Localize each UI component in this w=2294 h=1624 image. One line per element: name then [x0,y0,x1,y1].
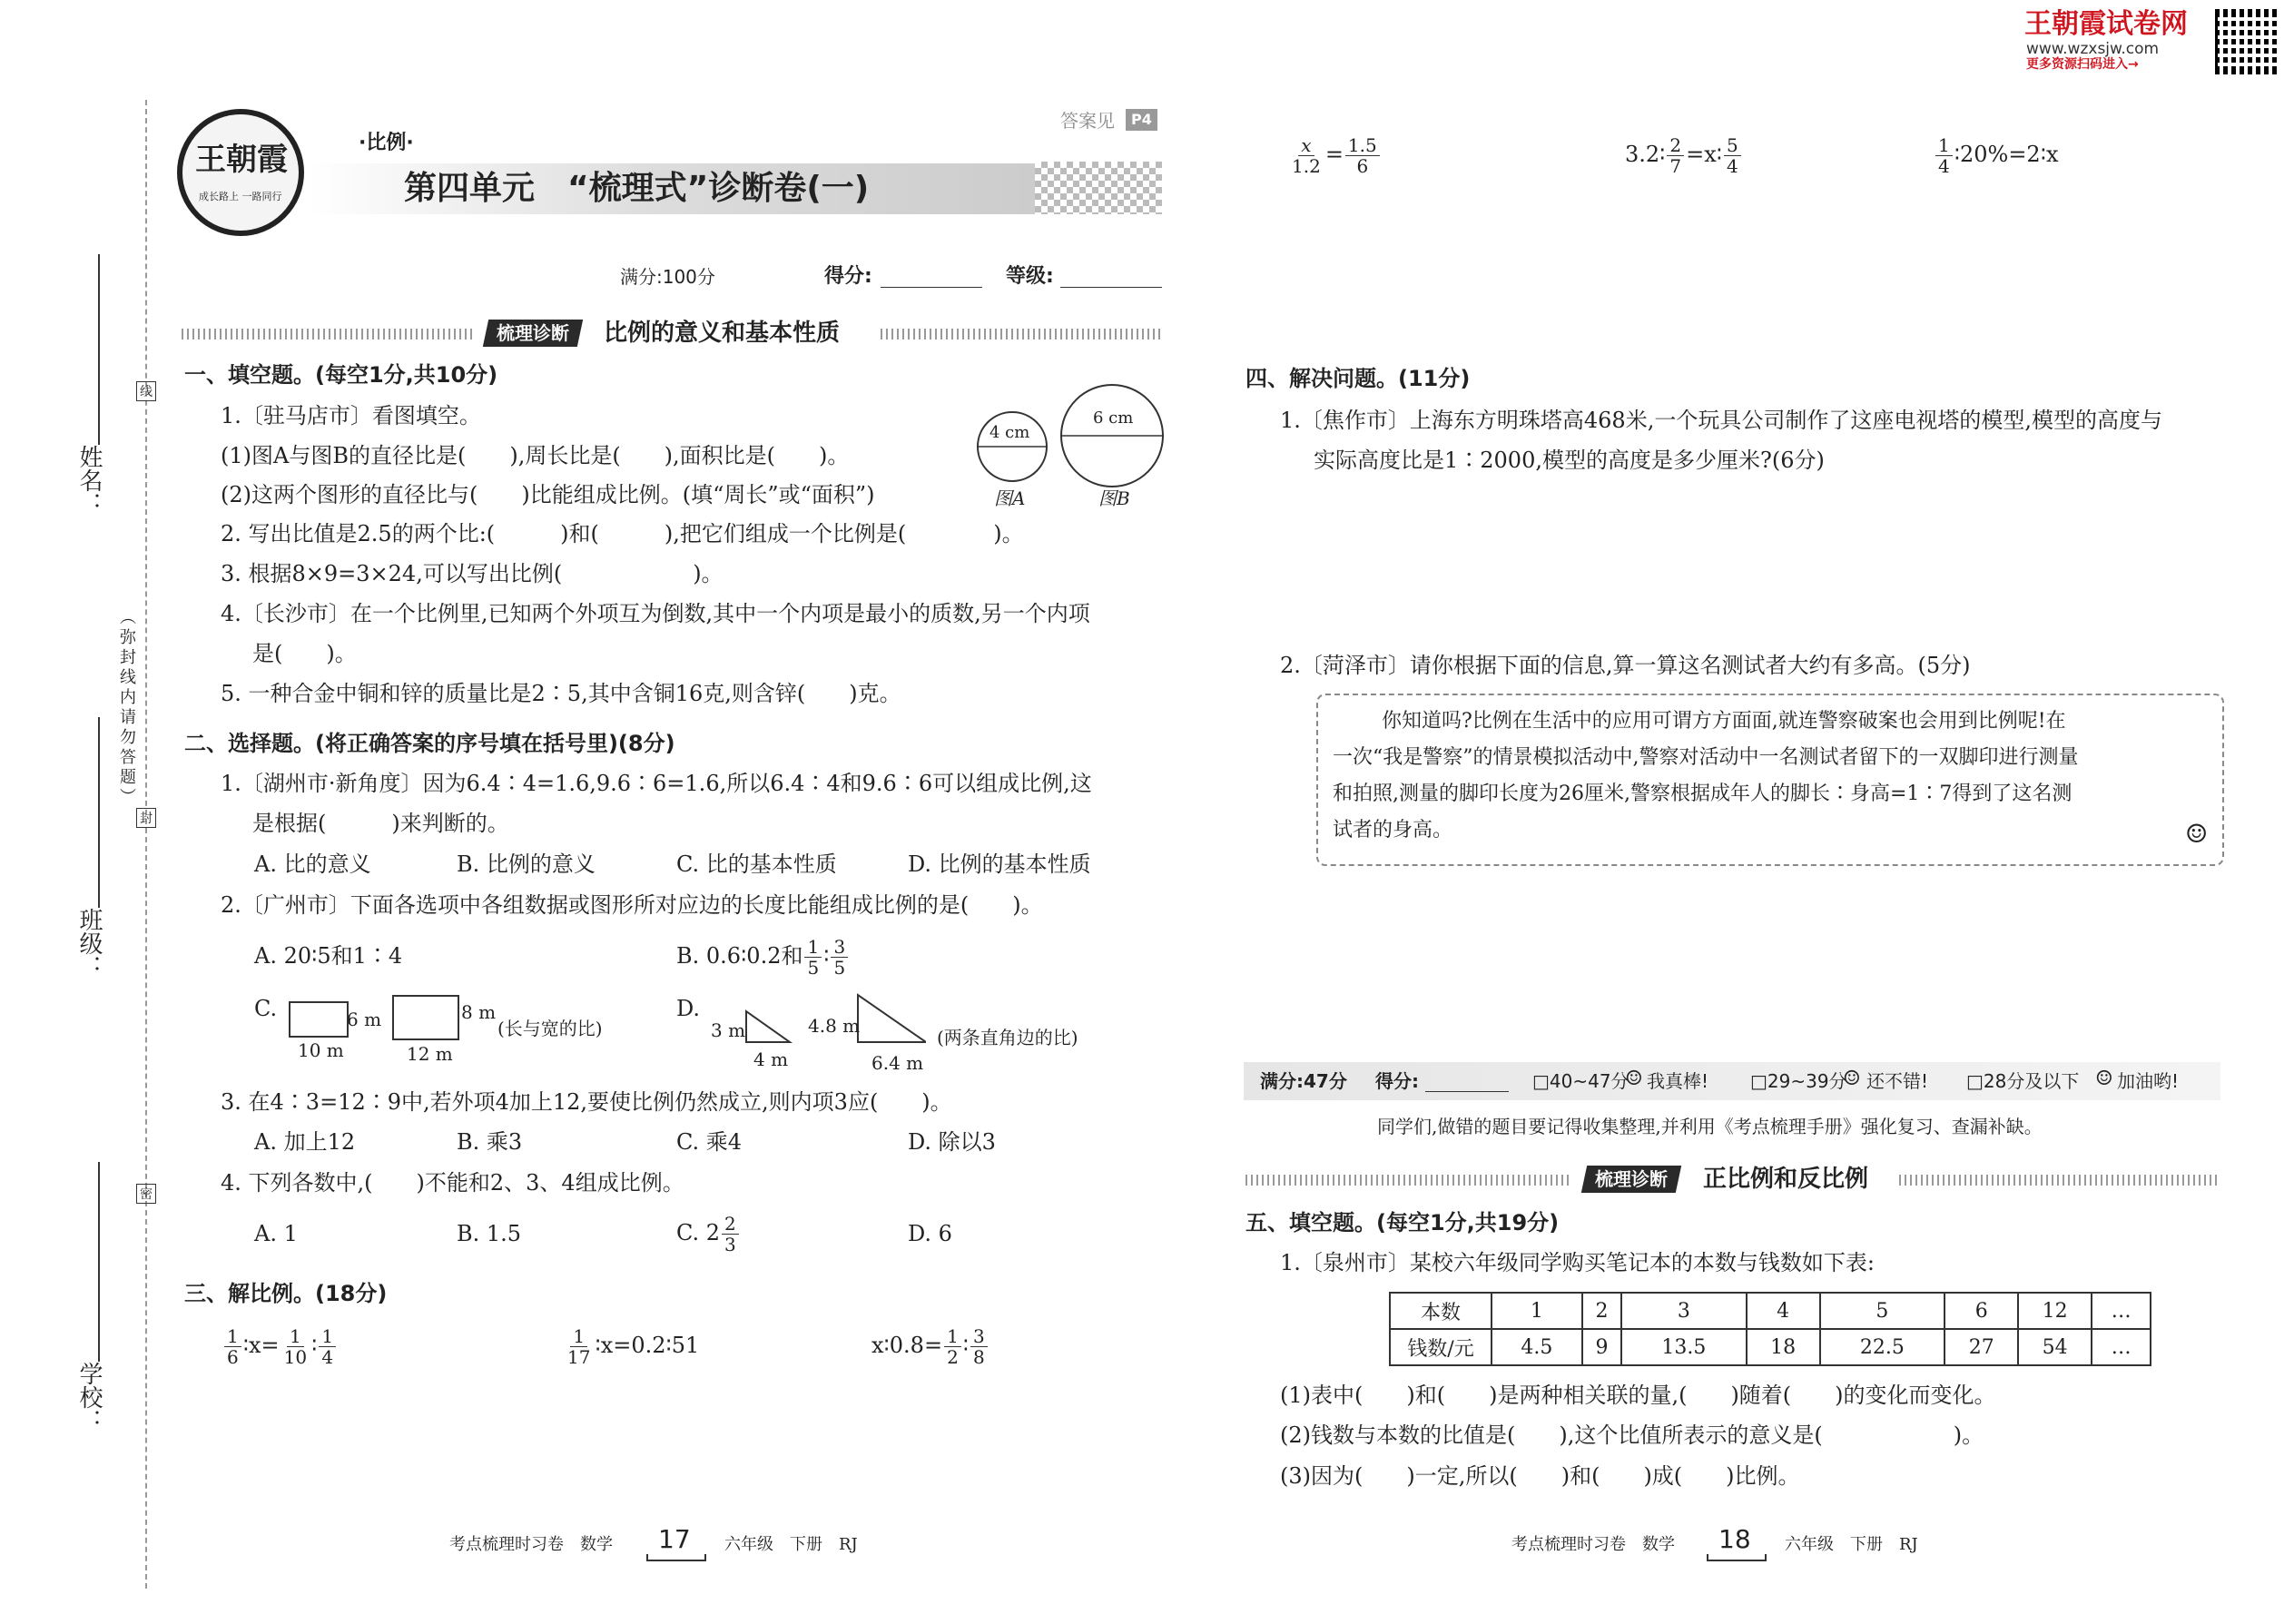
rect-1 [289,1001,349,1038]
table-cell: 1 [1492,1293,1582,1329]
q2-3-opt-a[interactable]: A. 加上12 [254,1129,356,1155]
info-line-4: 试者的身高。 [1333,819,1453,842]
q2-1-opt-c[interactable]: C. 比的基本性质 [676,851,837,877]
table-cell: 6 [1944,1293,2018,1329]
seal-mark-dense: 密 [136,1184,156,1204]
q2-3-opt-c[interactable]: C. 乘4 [676,1129,743,1155]
info-line-1: 你知道吗?比例在生活中的应用可谓方方面面,就连警察破案也会用到比例呢!在 [1382,710,2066,733]
logo-text: 王朝霞 [195,142,288,178]
q2-1b: 是根据( )来判断的。 [252,811,509,836]
table-cell: 本数 [1390,1293,1492,1329]
section2-ticks-left [1245,1175,1572,1186]
score-label: 得分: [824,265,872,288]
q2-4: 4. 下列各数中,( )不能和2、3、4组成比例。 [221,1170,684,1196]
section-banner-1: 梳理诊断 [483,320,583,347]
table-cell: 54 [2018,1329,2092,1365]
table-cell: 12 [2018,1293,2092,1329]
q1-5: 5. 一种合金中铜和锌的质量比是2∶5,其中含铜16克,则含锌( )克。 [221,681,901,706]
tri-note: (两条直角边的比) [937,1027,1078,1048]
eq-1: $\frac{1}{6}$ ∶x= $\frac{1}{10}$ ∶ $\frac{1}{4}$ [222,1318,338,1373]
seal-note: （弥封线内请勿答题） [117,608,136,808]
seal-mark-line: 线 [136,381,156,401]
rect-2 [392,995,459,1040]
brand-url[interactable]: www.wzxsjw.com [2026,40,2160,58]
bar-range-3[interactable]: □28分及以下 [1966,1070,2080,1092]
logo-motto: 成长路上 一路同行 [199,191,282,202]
q4-2: 2.〔菏泽市〕请你根据下面的信息,算一算这名测试者大约有多高。(5分) [1280,653,1971,678]
eq-6: $\frac{1}{4}$ ∶20%=2∶x [1934,127,2058,182]
table-row [1390,1329,2151,1365]
footer-left-grade: 六年级 下册 RJ [724,1535,858,1554]
bar-praise-3: 加油哟! [2117,1070,2180,1092]
school-field-line[interactable] [98,1162,100,1362]
q1-4b: 是( )。 [252,641,357,666]
q5-heading: 五、填空题。(每空1分,共19分) [1245,1210,1560,1235]
q3-heading: 三、解比例。(18分) [184,1281,388,1306]
seal-line [145,100,147,1589]
q1-1a: (1)图A与图B的直径比是( ),周长比是( ),面积比是( )。 [221,443,850,468]
info-box [1316,694,2224,866]
section-banner-2: 梳理诊断 [1581,1166,1681,1193]
name-label: 姓名： [75,445,103,516]
answer-ref: 答案见 [1060,110,1115,132]
rect-2-w: 12 m [407,1043,453,1065]
eq-3: x∶0.8= $\frac{1}{2}$ ∶ $\frac{3}{8}$ [871,1318,989,1373]
grade-field[interactable] [1060,287,1162,288]
q1-heading: 一、填空题。(每空1分,共10分) [184,362,498,388]
fig-b-caption: 图B [1098,487,1130,509]
q1-3: 3. 根据8×9=3×24,可以写出比例( )。 [221,561,724,586]
footer-right-bracket [1707,1554,1767,1561]
table-cell: … [2092,1329,2151,1365]
school-label: 学校： [75,1362,103,1432]
q2-1: 1.〔湖州市·新角度〕因为6.4∶4=1.6,9.6∶6=1.6,所以6.4∶4和9.6∶6可以组成比例,这 [221,771,1092,796]
name-field-line[interactable] [98,254,100,445]
section-ticks-right [881,329,1162,340]
q2-2-opt-d[interactable]: D. [676,996,701,1021]
grade-label: 等级: [1006,265,1054,288]
q5-1c: (3)因为( )一定,所以( )和( )成( )比例。 [1280,1463,1800,1489]
data-table [1389,1292,2151,1366]
rect-1-w: 10 m [298,1039,344,1061]
rect-note: (长与宽的比) [497,1018,603,1039]
footer-left-bracket [646,1554,706,1561]
footer-left-text: 考点梳理时习卷 数学 [449,1535,613,1554]
score-field[interactable] [881,287,982,288]
rect-1-h: 6 m [347,1009,382,1030]
circle-b-label: 6 cm [1093,408,1134,428]
logo-badge [177,109,304,236]
section2-ticks-right [1899,1175,2220,1186]
bar-smile-icon-3: ☺ [2095,1068,2113,1090]
q1-2: 2. 写出比值是2.5的两个比:( )和( ),把它们组成一个比例是( )。 [221,521,1024,546]
tri-1-w: 4 m [753,1048,789,1070]
table-row [1390,1293,2151,1329]
tri-2-w: 6.4 m [871,1052,924,1074]
table-cell: 18 [1747,1329,1820,1365]
fig-a-caption: 图A [994,487,1026,509]
q2-4-opt-c[interactable]: C. 2 $\frac{2}{3}$ [676,1207,741,1258]
page-title: 第四单元 “梳理式”诊断卷(一) [404,170,870,207]
q2-1-opt-b[interactable]: B. 比例的意义 [457,851,596,877]
brand-tagline: 更多资源扫码进入→ [2026,57,2139,72]
bar-range-1[interactable]: □40~47分 [1532,1070,1629,1092]
section-title-1: 比例的意义和基本性质 [604,320,841,347]
q2-2-opt-c[interactable]: C. [254,996,278,1021]
info-mascot-icon: ☺ [2185,819,2209,849]
tri-2-h: 4.8 m [808,1015,861,1037]
info-line-2: 一次“我是警察”的情景模拟活动中,警察对活动中一名测试者留下的一双脚印进行测量 [1333,746,2079,769]
q2-4-opt-b[interactable]: B. 1.5 [457,1221,522,1246]
q1-4: 4.〔长沙市〕在一个比例里,已知两个外项互为倒数,其中一个内项是最小的质数,另一个内项 [221,601,1090,626]
score-full: 满分:100分 [620,266,715,288]
bar-smile-icon-2: ☺ [1843,1068,1861,1090]
seal-mark-seal: 封 [136,808,156,828]
table-cell: 9 [1582,1329,1621,1365]
table-cell: 3 [1621,1293,1747,1329]
table-cell: 钱数/元 [1390,1329,1492,1365]
bar-praise-2: 还不错! [1866,1070,1929,1092]
q4-1: 1.〔焦作市〕上海东方明珠塔高468米,一个玩具公司制作了这座电视塔的模型,模型的高度与 [1280,408,2162,433]
section-title-2: 正比例和反比例 [1703,1166,1869,1193]
table-cell: 13.5 [1621,1329,1747,1365]
q4-1b: 实际高度比是1∶2000,模型的高度是多少厘米?(6分) [1314,448,1825,473]
q1-1b: (2)这两个图形的直径比与( )比能组成比例。(填“周长”或“面积”) [221,482,875,507]
q2-3-opt-b[interactable]: B. 乘3 [457,1129,523,1155]
table-cell: 4.5 [1492,1329,1582,1365]
subject-tag: ·比例· [359,132,414,154]
info-line-3: 和拍照,测量的脚印长度为26厘米,警察根据成年人的脚长∶身高=1∶7得到了这名测 [1333,782,2072,805]
triangle-1 [746,1011,790,1042]
bar-range-2[interactable]: □29~39分 [1750,1070,1847,1092]
q2-4-opt-d[interactable]: D. 6 [908,1221,952,1246]
footer-right-page: 18 [1718,1524,1751,1554]
q2-1-opt-d[interactable]: D. 比例的基本性质 [908,851,1091,877]
footer-left-page: 17 [658,1524,691,1554]
triangle-2 [858,995,926,1042]
q5-1b: (2)钱数与本数的比值是( ),这个比值所表示的意义是( )。 [1280,1422,1984,1448]
eq-4: $\frac{x}{1.2}$ = $\frac{1.5}{6}$ [1287,127,1382,182]
class-field-line[interactable] [98,717,100,908]
tri-1-h: 3 m [711,1019,746,1041]
q5-1a: (1)表中( )和( )是两种相关联的量,( )随着( )的变化而变化。 [1280,1383,1996,1408]
table-cell: 27 [1944,1329,2018,1365]
section-ticks-left [182,329,472,340]
q2-3-opt-d[interactable]: D. 除以3 [908,1129,996,1155]
eq-5: 3.2∶ $\frac{2}{7}$ =x∶ $\frac{5}{4}$ [1625,127,1743,182]
q5-1: 1.〔泉州市〕某校六年级同学购买笔记本的本数与钱数如下表: [1280,1250,1875,1275]
table-cell: … [2092,1293,2151,1329]
circle-a-label: 4 cm [989,423,1030,442]
table-cell: 2 [1582,1293,1621,1329]
q2-2-opt-a[interactable]: A. 20∶5和1∶4 [254,943,403,969]
q2-2-opt-b[interactable]: B. 0.6∶0.2和 $\frac{1}{5}$ ∶ $\frac{3}{5}$ [676,930,850,981]
footer-right-grade: 六年级 下册 RJ [1785,1535,1918,1554]
q4-heading: 四、解决问题。(11分) [1245,366,1471,391]
qr-code-icon[interactable] [2215,9,2280,74]
table-cell: 4 [1747,1293,1820,1329]
table-cell: 5 [1820,1293,1945,1329]
q2-1-opt-a[interactable]: A. 比的意义 [254,851,371,877]
bar-smile-icon-1: ☺ [1625,1068,1643,1090]
bar-note: 同学们,做错的题目要记得收集整理,并利用《考点梳理手册》强化复习、查漏补缺。 [1377,1116,2043,1137]
q2-heading: 二、选择题。(将正确答案的序号填在括号里)(8分) [184,731,675,756]
q1-1: 1.〔驻马店市〕看图填空。 [221,403,481,428]
q2-3: 3. 在4∶3=12∶9中,若外项4加上12,要使比例仍然成立,则内项3应( )。 [221,1089,952,1115]
q2-4-opt-a[interactable]: A. 1 [254,1221,298,1246]
class-label: 班级： [75,908,103,979]
bar-score-field[interactable] [1425,1091,1509,1092]
bar-score-label: 得分: [1375,1070,1419,1092]
bar-full: 满分:47分 [1260,1070,1347,1092]
table-cell: 22.5 [1820,1329,1945,1365]
answer-page[interactable]: P4 [1126,109,1157,131]
rect-2-h: 8 m [461,1001,497,1023]
bar-praise-1: 我真棒! [1647,1070,1709,1092]
brand-name: 王朝霞试卷网 [2024,8,2188,40]
q2-2: 2.〔广州市〕下面各选项中各组数据或图形所对应边的长度比能组成比例的是( )。 [221,892,1043,918]
title-checker [1035,162,1162,214]
eq-2: $\frac{1}{17}$ ∶x=0.2∶51 [567,1325,700,1368]
footer-right-text: 考点梳理时习卷 数学 [1511,1535,1675,1554]
